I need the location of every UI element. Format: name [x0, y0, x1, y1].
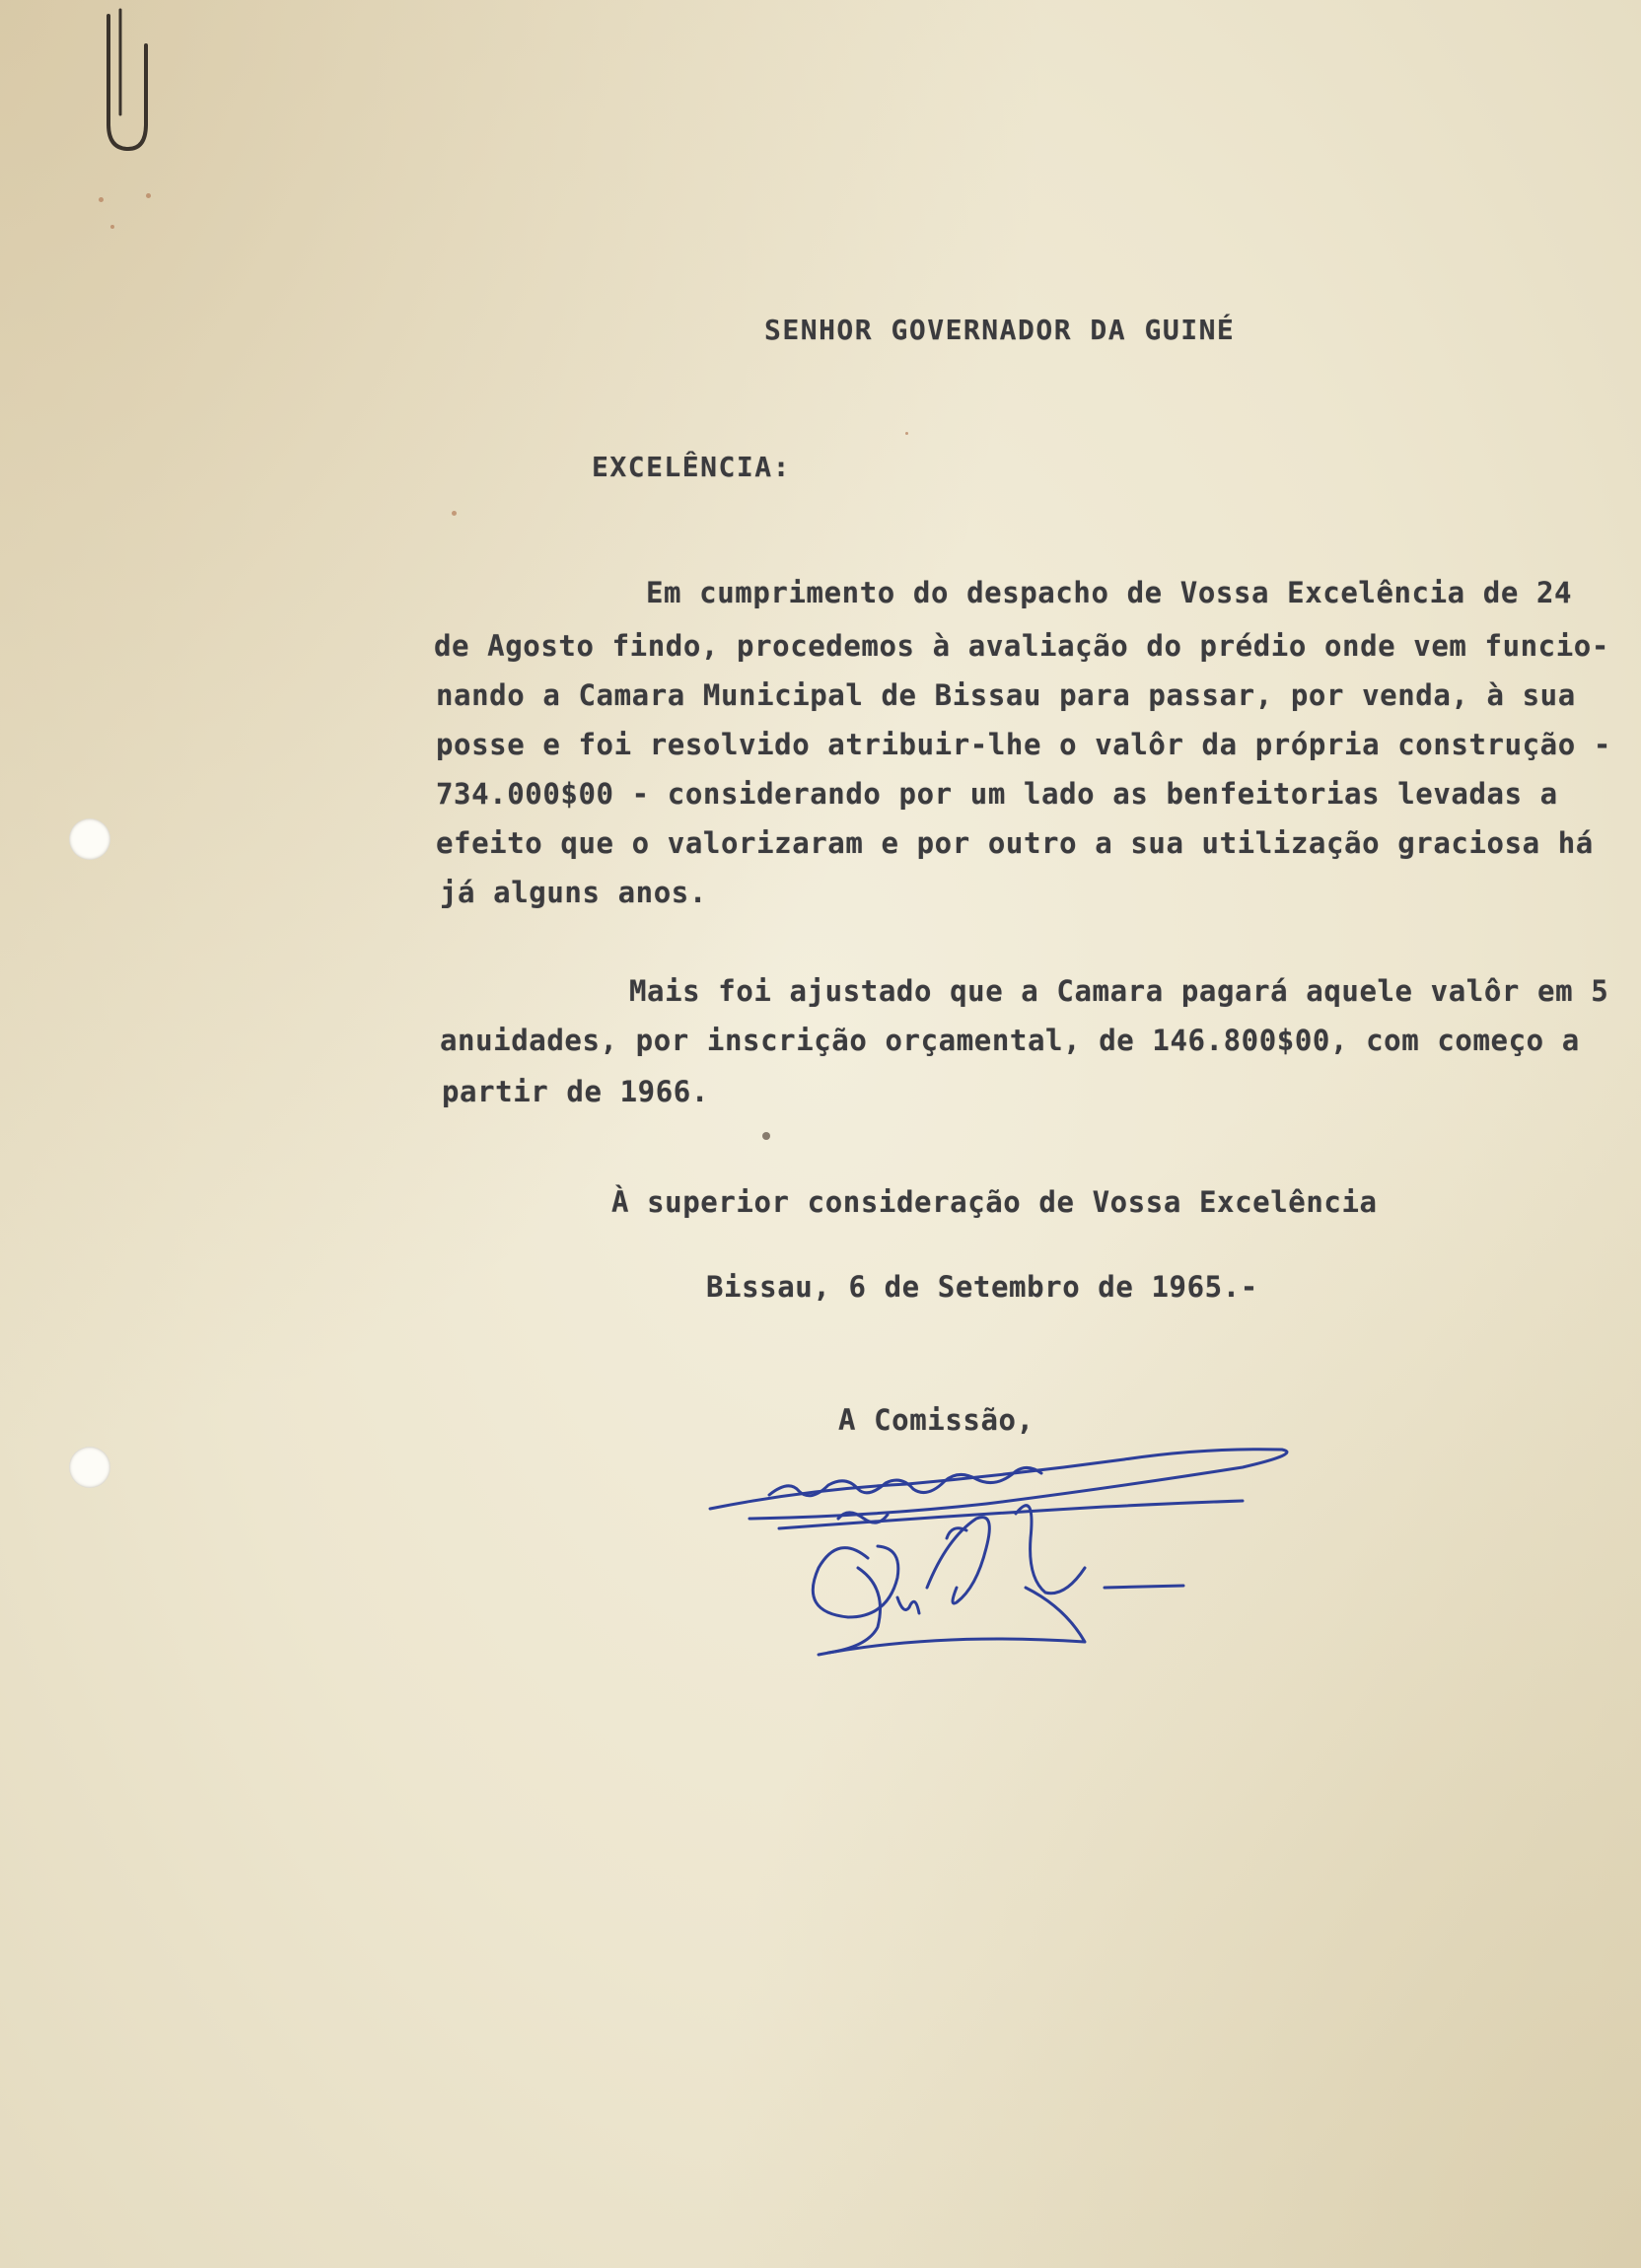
- punch-hole: [69, 1447, 110, 1488]
- paragraph-line: nando a Camara Municipal de Bissau para passar, por venda, à sua: [436, 678, 1576, 712]
- foxing-speck: [762, 1132, 770, 1140]
- foxing-speck: [905, 432, 908, 435]
- paragraph-line: 734.000$00 - considerando por um lado as benfeitorias levadas a: [436, 777, 1558, 811]
- paragraph-line: efeito que o valorizaram e por outro a sua utilização graciosa há: [436, 826, 1594, 860]
- paragraph-line: anuidades, por inscrição orçamental, de 146.800$00, com começo a: [440, 1024, 1580, 1057]
- addressee-heading: SENHOR GOVERNADOR DA GUINÉ: [764, 314, 1236, 346]
- salutation: EXCELÊNCIA:: [592, 451, 791, 483]
- foxing-speck: [110, 225, 114, 229]
- paragraph-line: Mais foi ajustado que a Camara pagará aquele valôr em 5: [629, 974, 1609, 1008]
- foxing-speck: [99, 197, 104, 202]
- paragraph-line: partir de 1966.: [442, 1075, 709, 1108]
- place-date: Bissau, 6 de Setembro de 1965.-: [706, 1270, 1258, 1304]
- handwritten-signature: [690, 1420, 1321, 1676]
- punch-hole: [69, 818, 110, 860]
- paperclip-mark: [95, 6, 154, 154]
- paragraph-line: já alguns anos.: [440, 876, 707, 909]
- signatory-label: A Comissão,: [838, 1403, 1035, 1437]
- foxing-speck: [452, 511, 457, 516]
- foxing-speck: [146, 193, 151, 198]
- paragraph-line: posse e foi resolvido atribuir-lhe o valôr da própria construção -: [436, 728, 1611, 761]
- paragraph-line: Em cumprimento do despacho de Vossa Excelência de 24: [646, 576, 1573, 609]
- paragraph-line: de Agosto findo, procedemos à avaliação do prédio onde vem funcio-: [434, 629, 1609, 663]
- closing-line: À superior consideração de Vossa Excelência: [611, 1185, 1378, 1219]
